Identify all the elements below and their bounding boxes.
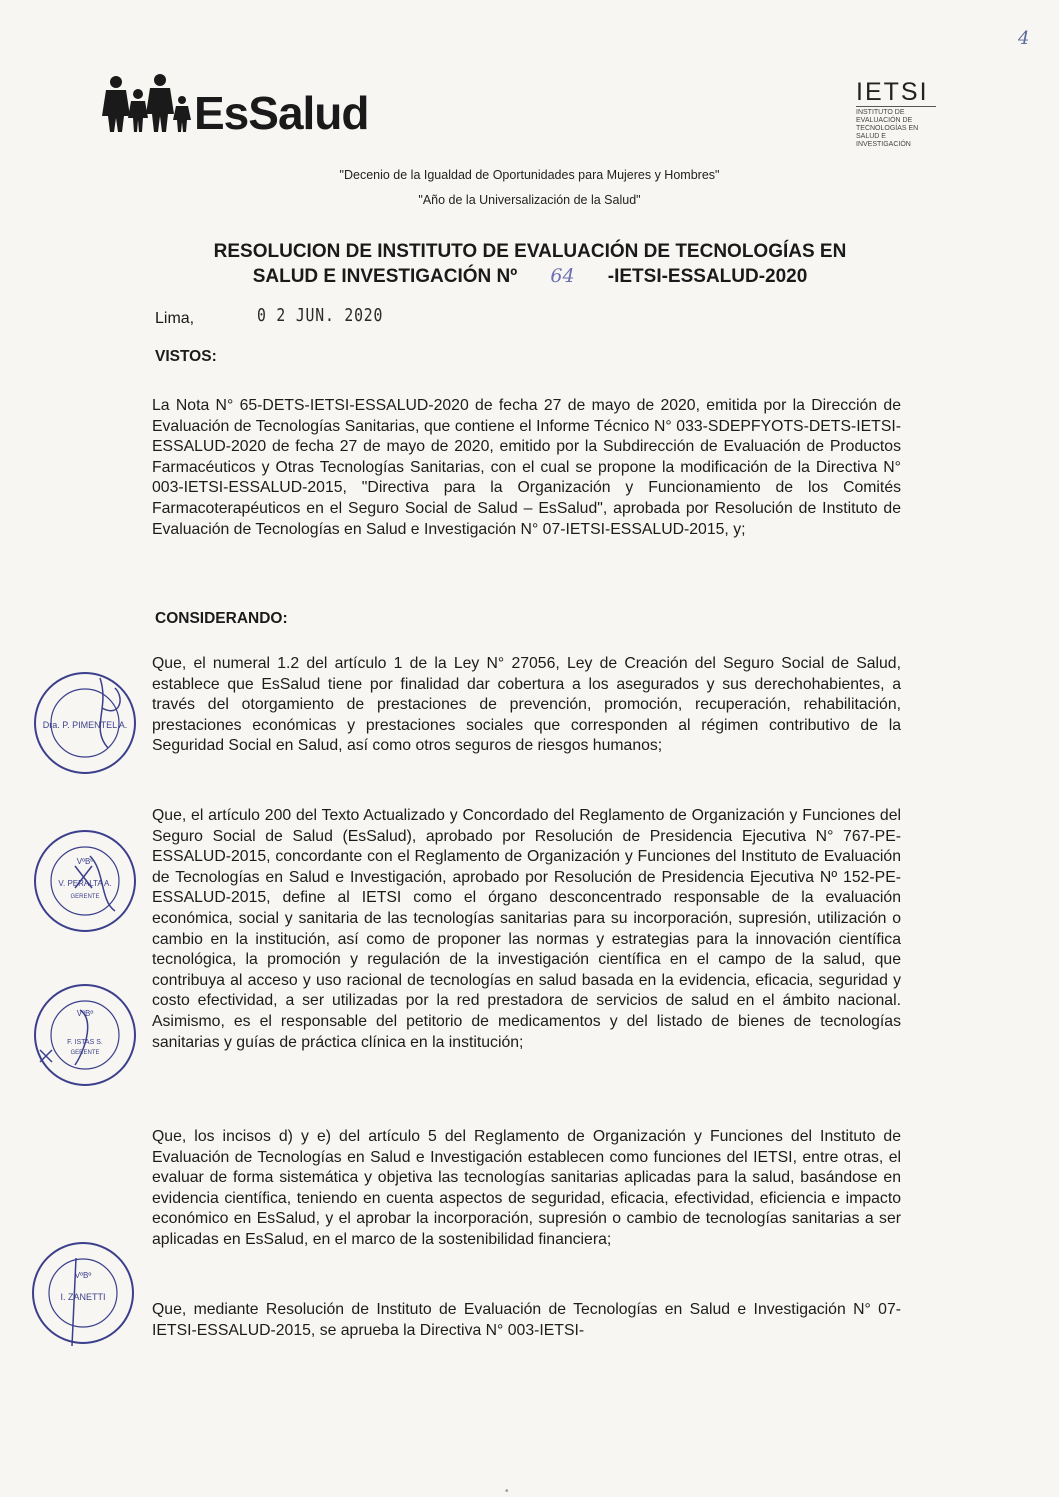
considerando-paragraph-2: Que, el artículo 200 del Texto Actualizado y Concordado del Reglamento de Organización y Funciones del Seguro Social de Salud (EsSalud), aprobado por Resolución de Presidencia Ejecutiva N° 767-PE-ESSALUD-2015, concordante con el Reglamento de Organización y Funciones del Instituto de Evaluación de Tecnologías en Salud e Investigación, aprobado por Resolución de Presidencia Ejecutiva Nº 152-PE-ESSALUD-2015, define al IETSI como el órgano desconcentrado responsable de la evaluación económica, social y sanitaria de las tecnologías sanitarias para su incorporación, supresión, utilización o cambio en la institución, así como de proponer las normas y estrategias para la innovación científica tecnológica, la promoción y regulación de la investigación científica en el campo de la salud, que contribuya al acceso y uso racional de tecnologías en salud basada en la evidencia, eficacia, seguridad y costo efectividad, a ser utilizadas por la red prestadora de servicios de salud en el ámbito nacional. Asimismo, es el responsable del petitorio de medicamentos y del listado de bienes de tecnologías sanitarias y guías de práctica clínica en la institución;: [152, 807, 901, 1051]
vistos-paragraph: La Nota N° 65-DETS-IETSI-ESSALUD-2020 de fecha 27 de mayo de 2020, emitida por la Dirección de Evaluación de Tecnologías Sanitarias, que contiene el Informe Técnico N° 033-SDEPFYOTS-DETS-IETSI-ESSALUD-2020 de fecha 27 de mayo de 2020, emitido por la Subdirección de Evaluación de Productos Farmacéuticos y Otras Tecnologías Sanitarias, con el cual se propone la modificación de la Directiva N° 003-IETSI-ESSALUD-2015, "Directiva para la Organización y Funcionamiento de los Comités Farmacoterapéuticos en el Seguro Social de Salud – EsSalud", aprobada por Resolución de Instituto de Evaluación de Tecnologías en Salud e Investigación N° 07-IETSI-ESSALUD-2015, y;: [152, 397, 901, 538]
resolution-title: [140, 240, 920, 289]
official-seal-icon: [28, 1238, 138, 1348]
seal-1-name: Dra. P. PIMENTEL A.: [42, 720, 128, 730]
ietsi-subtitle: INSTITUTO DE EVALUACIÓN DE TECNOLOGÍAS EN SALUD E INVESTIGACIÓN: [856, 109, 919, 148]
place-label: Lima,: [155, 310, 195, 327]
seal-3-name: F. ISTAS S.: [67, 1039, 103, 1046]
considerando-paragraph-1: Que, el numeral 1.2 del artículo 1 de la Ley N° 27056, Ley de Creación del Seguro Social de Salud, establece que EsSalud tiene por finalidad dar cobertura a los asegurados y sus derechohabientes, a través del otorgamiento de prestaciones de prevención, promoción, recuperación, rehabilitación, prestaciones económicas y prestaciones sociales que corresponden al régimen contributivo de la Seguridad Social en Salud, así como otros seguros de riesgos humanos;: [152, 655, 901, 755]
title-line-1: RESOLUCION DE INSTITUTO DE EVALUACIÓN DE TECNOLOGÍAS EN: [213, 241, 847, 262]
official-seal-icon: [30, 980, 140, 1090]
seal-3-role: GERENTE: [70, 1050, 100, 1056]
motto-line-1: "Decenio de la Igualdad de Oportunidades para Mujeres y Hombres": [339, 168, 720, 182]
seal-3-vb: VºBº: [76, 1009, 94, 1018]
title-line-2-prefix: SALUD E INVESTIGACIÓN Nº: [252, 266, 518, 287]
seal-2-role: GERENTE: [70, 894, 100, 900]
considerando-paragraph-3: Que, los incisos d) y e) del artículo 5 del Reglamento de Organización y Funciones del Instituto de Evaluación de Tecnologías en Salud e Investigación establecen como funciones del IETSI, entre otras, el evaluar de forma sistemática y objetiva las tecnologías sanitarias aplicadas para la salud, basándose en evidencia científica, teniendo en cuenta aspectos de seguridad, eficacia, efectividad, eficiencia e impacto económico en EsSalud, y el aprobar la incorporación, supresión o cambio de tecnologías sanitarias a ser aplicadas en EsSalud, en el marco de la sostenibilidad financiera;: [152, 1128, 901, 1248]
considerando-heading: CONSIDERANDO:: [155, 610, 288, 627]
family-figures-icon: [100, 72, 192, 134]
motto-line-2: "Año de la Universalización de la Salud": [418, 193, 641, 207]
essalud-logo: [100, 72, 369, 139]
page-number: 4: [1018, 28, 1030, 49]
seal-4-vb: VºBº: [74, 1271, 92, 1280]
title-line-2-suffix: -IETSI-ESSALUD-2020: [607, 266, 808, 287]
essalud-wordmark: EsSalud: [194, 87, 369, 139]
ietsi-logo: [856, 80, 936, 149]
date-stamp: 0 2 JUN. 2020: [257, 305, 384, 326]
seal-2-name: V. PERALTA A.: [58, 879, 112, 888]
ietsi-acronym: IETSI: [856, 80, 936, 107]
title-line-2: [140, 264, 920, 289]
page-bottom-mark: •: [505, 1486, 509, 1497]
seal-4-name: I. ZANETTI: [60, 1292, 106, 1302]
official-seal-icon: [30, 668, 140, 778]
handwritten-resolution-number: 64: [550, 265, 575, 287]
considerando-paragraph-4: Que, mediante Resolución de Instituto de Evaluación de Tecnologías en Salud e Investigación N° 07-IETSI-ESSALUD-2015, se aprueba la Directiva N° 003-IETSI-: [152, 1301, 901, 1339]
seal-2-vb: VºBº: [76, 857, 94, 866]
vistos-heading: VISTOS:: [155, 348, 217, 365]
official-seal-icon: [30, 826, 140, 936]
